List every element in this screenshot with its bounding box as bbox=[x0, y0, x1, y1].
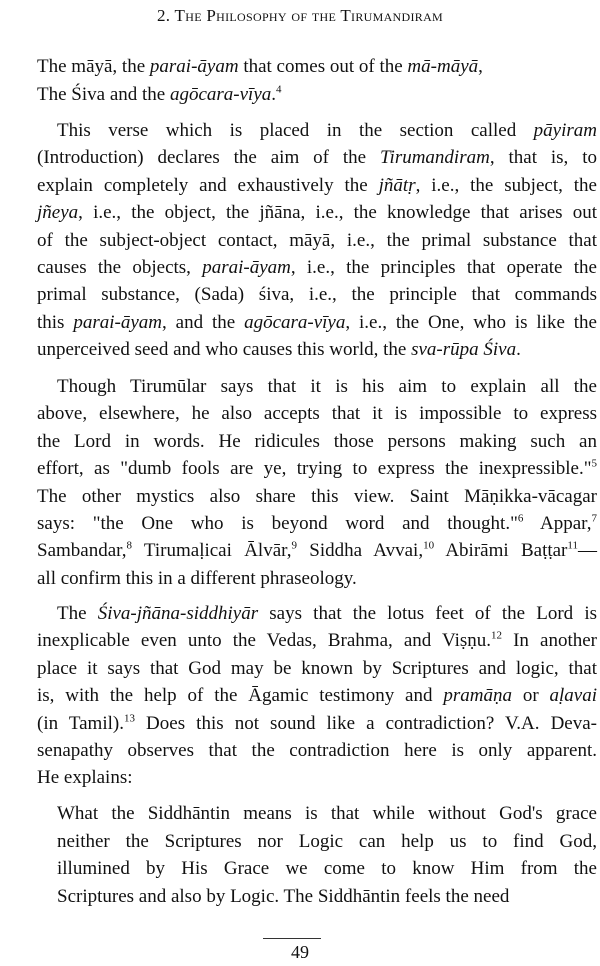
verse-line: The Śiva and the agōcara-vīya.$^4$ bbox=[37, 83, 282, 105]
running-head-text: 2. The Philosophy of the Tirumandiram bbox=[156, 6, 444, 25]
running-head bbox=[0, 6, 600, 26]
p1-line: unperceived seed and who causes this world, the sva-rūpa Śiva. bbox=[37, 339, 521, 361]
p3-line: The Śiva-jñāna-siddhiyār says that the lotus feet of the Lord is bbox=[57, 603, 597, 624]
italic-term: jñeya bbox=[37, 202, 79, 224]
footnote-ref: 12 bbox=[491, 630, 503, 643]
italic-term: Śiva-jñāna-siddhiyār bbox=[97, 603, 259, 624]
italic-term: parai-āyam bbox=[202, 257, 291, 278]
page-number: 49 bbox=[291, 942, 309, 962]
footnote-ref: 13 bbox=[123, 712, 135, 725]
italic-term: parai-āyam bbox=[149, 56, 239, 77]
p3-line: inexplicable even unto the Vedas, Brahma, and Viṣṇu.$^{12}$ In another bbox=[37, 630, 597, 652]
p1-line: this parai-āyam, and the agōcara-vīya, i.e., the One, who is like the bbox=[37, 311, 597, 333]
italic-term: jñātṛ bbox=[378, 174, 416, 196]
p2-line: Though Tirumūlar says that it is his aim to explain all the bbox=[57, 376, 597, 397]
p2-line: above, elsewhere, he also accepts that it is impossible to express bbox=[37, 403, 597, 425]
italic-term: parai-āyam bbox=[73, 311, 162, 333]
p3-line: (in Tamil).$^{13}$ Does this not sound like a contradiction? V.A. Deva- bbox=[37, 712, 597, 734]
italic-term: agōcara-vīya bbox=[169, 84, 272, 105]
p2-line: Sambandar,$^8$ Tirumaḷicai Ālvār,$^9$ Siddha Avvai,$^{10}$ Abirāmi Baṭṭar$^{11}$— bbox=[37, 540, 597, 562]
p1-line: of the subject-object contact, māyā, i.e., the primal substance that bbox=[37, 229, 597, 251]
quote-line: neither the Scriptures nor Logic can help us to find God, bbox=[57, 830, 597, 852]
p2-line: the Lord in words. He ridicules those persons making such an bbox=[37, 430, 597, 452]
footnote-ref: 11 bbox=[567, 540, 578, 553]
verse-line: The māyā, the parai-āyam that comes out of the mā-māyā, bbox=[37, 56, 483, 77]
footnote-ref: 9 bbox=[291, 540, 297, 553]
italic-term: sva-rūpa Śiva bbox=[411, 339, 517, 361]
p1-line: primal substance, (Sada) śiva, i.e., the principle that commands bbox=[37, 284, 597, 306]
p1-line: explain completely and exhaustively the jñātṛ, i.e., the subject, the bbox=[37, 174, 597, 196]
italic-term: pāyiram bbox=[533, 120, 597, 141]
italic-term: pramāṇa bbox=[443, 685, 512, 707]
p2-line: The other mystics also share this view. Saint Māṇikka-vācagar bbox=[37, 485, 597, 507]
p3-line: senapathy observes that the contradiction here is only apparent. bbox=[37, 740, 597, 761]
italic-term: aḷavai bbox=[549, 685, 597, 707]
p3-line: He explains: bbox=[37, 767, 133, 789]
italic-term: agōcara-vīya bbox=[244, 311, 346, 333]
footnote-ref: 7 bbox=[591, 512, 597, 525]
italic-term: mā-māyā bbox=[407, 56, 479, 77]
footer-rule bbox=[263, 938, 321, 939]
quote-line: What the Siddhāntin means is that while without God's grace bbox=[57, 803, 597, 824]
footnote-ref: 4 bbox=[276, 83, 282, 96]
quote-line: illumined by His Grace we come to know Him from the bbox=[57, 858, 597, 880]
p3-line: is, with the help of the Āgamic testimony and pramāṇa or aḷavai bbox=[37, 685, 597, 707]
p1-line: causes the objects, parai-āyam, i.e., the principles that operate the bbox=[37, 257, 597, 278]
p2-line: all confirm this in a different phraseology. bbox=[37, 567, 357, 589]
footnote-ref: 10 bbox=[423, 540, 435, 553]
p1-line: (Introduction) declares the aim of the Tirumandiram, that is, to bbox=[37, 147, 597, 169]
italic-term: Tirumandiram bbox=[380, 147, 490, 169]
footnote-ref: 6 bbox=[517, 512, 524, 525]
p3-line: place it says that God may be known by Scriptures and logic, that bbox=[37, 657, 597, 679]
quote-line: Scriptures and also by Logic. The Siddhāntin feels the need bbox=[57, 885, 510, 907]
p2-line: says: "the One who is beyond word and thought."$^6$ Appar,$^7$ bbox=[37, 512, 597, 534]
footnote-ref: 5 bbox=[591, 457, 597, 470]
p1-line: This verse which is placed in the section called pāyiram bbox=[57, 120, 597, 141]
p2-line: effort, as "dumb fools are ye, trying to express the inexpressible."$^5$ bbox=[37, 457, 597, 480]
p1-line: jñeya, i.e., the object, the jñāna, i.e., the knowledge that arises out bbox=[37, 202, 597, 224]
footnote-ref: 8 bbox=[126, 540, 132, 553]
